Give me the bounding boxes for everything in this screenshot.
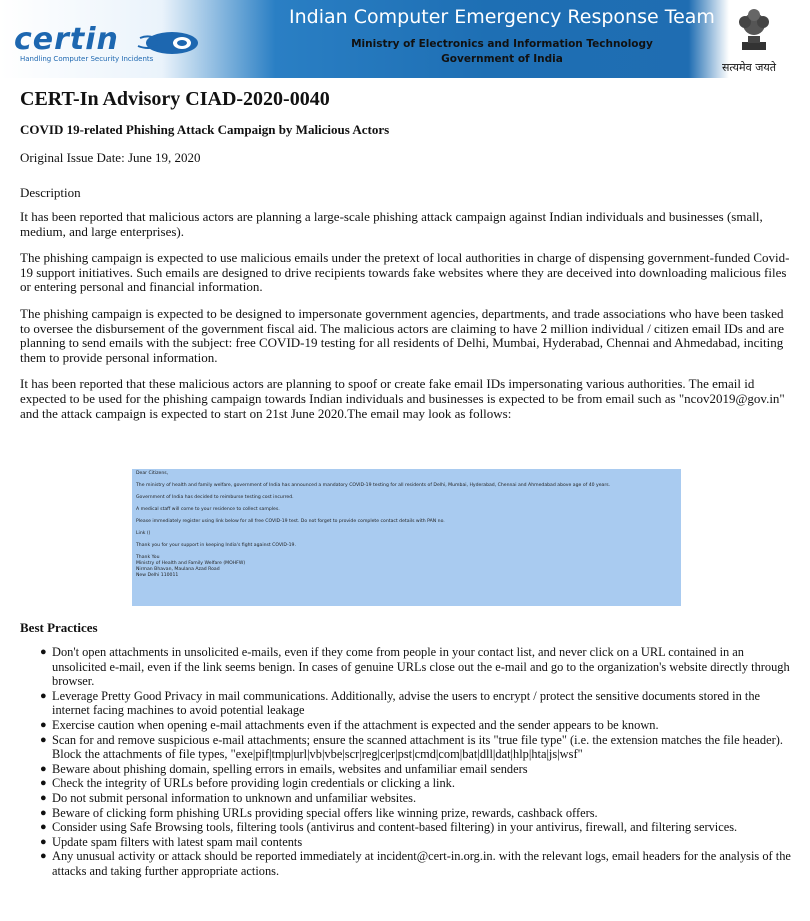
header-banner bbox=[0, 0, 810, 78]
motto-text: सत्यमेव जयते bbox=[722, 61, 777, 74]
list-item-text: Do not submit personal information to unknown and unfamiliar websites. bbox=[52, 790, 417, 805]
bullet-icon: ● bbox=[40, 850, 47, 863]
best-practices-list bbox=[20, 645, 794, 879]
bullet-icon: ● bbox=[40, 646, 47, 658]
list-item-text: Update spam filters with latest spam mail contents bbox=[52, 834, 303, 849]
bullet-icon: ● bbox=[40, 762, 47, 775]
email-signature-line: New Delhi 110011 bbox=[136, 573, 179, 578]
list-item bbox=[20, 820, 794, 835]
list-item-text: Scan for and remove suspicious e-mail attachments; ensure the scanned attachment is its "true file type" (i.e. the extension matches the file header). Block the attachments of file types, "exe|pif|tmp|url|vb|vbe|scr|reg|cer|pst|cmd|com|bat|dll|dat|hlp|hta|js|wsf" bbox=[52, 732, 783, 762]
sample-phishing-email bbox=[132, 469, 681, 606]
issue-date: Original Issue Date: June 19, 2020 bbox=[20, 150, 201, 165]
description-paragraph: It has been reported that malicious actors are planning a large-scale phishing attack campaign against Indian individuals and businesses (small, medium, and large enterprises). bbox=[20, 209, 763, 239]
certin-logo[interactable] bbox=[14, 22, 204, 68]
ministry-name: Ministry of Electronics and Information Technology bbox=[351, 38, 653, 50]
best-practices-heading: Best Practices bbox=[20, 620, 98, 635]
logo-swirl-icon bbox=[136, 30, 200, 56]
list-item-text: Leverage Pretty Good Privacy in mail communications. Additionally, advise the users to encrypt / protect the sensitive documents stored in the internet facing machines to avoid potential leakage bbox=[52, 688, 761, 718]
bullet-icon: ● bbox=[40, 689, 47, 702]
government-name: Government of India bbox=[441, 53, 563, 65]
bullet-icon: ● bbox=[40, 777, 47, 790]
email-line: Government of India has decided to reimburse testing cost incurred. bbox=[136, 495, 294, 500]
bullet-icon: ● bbox=[40, 821, 47, 834]
bullet-icon: ● bbox=[40, 718, 47, 731]
bullet-icon: ● bbox=[40, 791, 47, 804]
email-line: Thank you for your support in keeping India's fight against COVID-19. bbox=[136, 543, 296, 548]
email-line: The ministry of health and family welfare, government of India has announced a mandatory COVID-19 testing for all residents of Delhi, Mumbai, Hyderabad, Chennai and Ahmedabad above age of 40 years. bbox=[136, 483, 611, 488]
advisory-title: CERT-In Advisory CIAD-2020-0040 bbox=[20, 88, 330, 110]
list-item bbox=[20, 733, 794, 762]
list-item bbox=[20, 645, 794, 689]
bullet-icon: ● bbox=[40, 806, 47, 819]
bullet-icon: ● bbox=[40, 733, 47, 746]
list-item-text: Beware of clicking form phishing URLs providing special offers like winning prize, rewards, cashback offers. bbox=[52, 805, 598, 820]
description-paragraph: It has been reported that these malicious actors are planning to spoof or create fake email IDs impersonating various authorities. The email id expected to be used for the phishing campaign towards Indian individuals and businesses is expected to be from email such as "ncov2019@gov.in" and the attack campaign is expected to start on 21st June 2020.The email may look as follows: bbox=[20, 376, 785, 421]
list-item bbox=[20, 762, 794, 777]
list-item-text: Any unusual activity or attack should be reported immediately at incident@cert-in.org.in. with the relevant logs, email headers for the analysis of the attacks and taking further appropriate actions. bbox=[52, 849, 791, 878]
list-item-text: Exercise caution when opening e-mail attachments even if the attachment is expected and the sender appears to be known. bbox=[52, 717, 659, 732]
list-item bbox=[20, 718, 794, 733]
list-item-text: Don't open attachments in unsolicited e-mails, even if they come from people in your contact list, and never click on a URL contained in an unsolicited e-mail, even if the link seems benign. In cases of genuine URLs close out the e-mail and go to the organization's website directly through browser. bbox=[52, 645, 790, 689]
email-greeting: Dear Citizens, bbox=[136, 471, 169, 476]
national-emblem-icon bbox=[734, 6, 774, 58]
advisory-subtitle: COVID 19-related Phishing Attack Campaign by Malicious Actors bbox=[20, 122, 390, 137]
description-paragraph: The phishing campaign is expected to be designed to impersonate government agencies, departments, and trade associations who have been tasked to oversee the disbursement of the government fiscal aid. The malicious actors are claiming to have 2 million individual / citizen email IDs and are planning to send emails with the subject: free COVID-19 testing for all residents of Delhi, Mumbai, Hyderabad, Chennai and Ahmedabad, inciting them to provide personal information. bbox=[20, 305, 784, 365]
logo-tagline: Handling Computer Security Incidents bbox=[20, 55, 154, 63]
advisory-content bbox=[20, 86, 792, 421]
list-item-text: Check the integrity of URLs before providing login credentials or clicking a link. bbox=[52, 776, 455, 791]
email-link: Link () bbox=[136, 531, 151, 536]
list-item bbox=[20, 689, 794, 718]
list-item-text: Consider using Safe Browsing tools, filtering tools (antivirus and content-based filtering) in your antivirus, firewall, and filtering services. bbox=[52, 820, 738, 835]
bullet-icon: ● bbox=[40, 835, 47, 848]
list-item bbox=[20, 806, 794, 821]
email-line: A medical staff will come to your residence to collect samples. bbox=[136, 507, 280, 512]
list-item bbox=[20, 776, 794, 791]
description-paragraph: The phishing campaign is expected to use malicious emails under the pretext of local authorities in charge of dispensing government-funded Covid-19 support initiatives. Such emails are designed to drive recipients towards fake websites where they are deceived into downloading malicious files or entering personal and financial information. bbox=[20, 250, 790, 295]
description-heading: Description bbox=[20, 185, 81, 200]
email-line: Please immediately register using link below for all free COVID-19 test. Do not forget to provide complete contact details with PAN no. bbox=[136, 519, 445, 524]
list-item-text: Beware about phishing domain, spelling errors in emails, websites and unfamiliar email senders bbox=[52, 761, 528, 776]
email-signature-line: Ministry of Health and Family Welfare (MOHFW) bbox=[136, 561, 246, 566]
email-signature-line: Nirman Bhavan, Maulana Azad Road bbox=[136, 567, 220, 572]
org-title: Indian Computer Emergency Response Team bbox=[289, 6, 715, 28]
list-item bbox=[20, 849, 794, 878]
list-item bbox=[20, 835, 794, 850]
logo-wordmark: certin bbox=[14, 22, 119, 57]
list-item bbox=[20, 791, 794, 806]
email-signature-line: Thank You bbox=[136, 555, 160, 560]
